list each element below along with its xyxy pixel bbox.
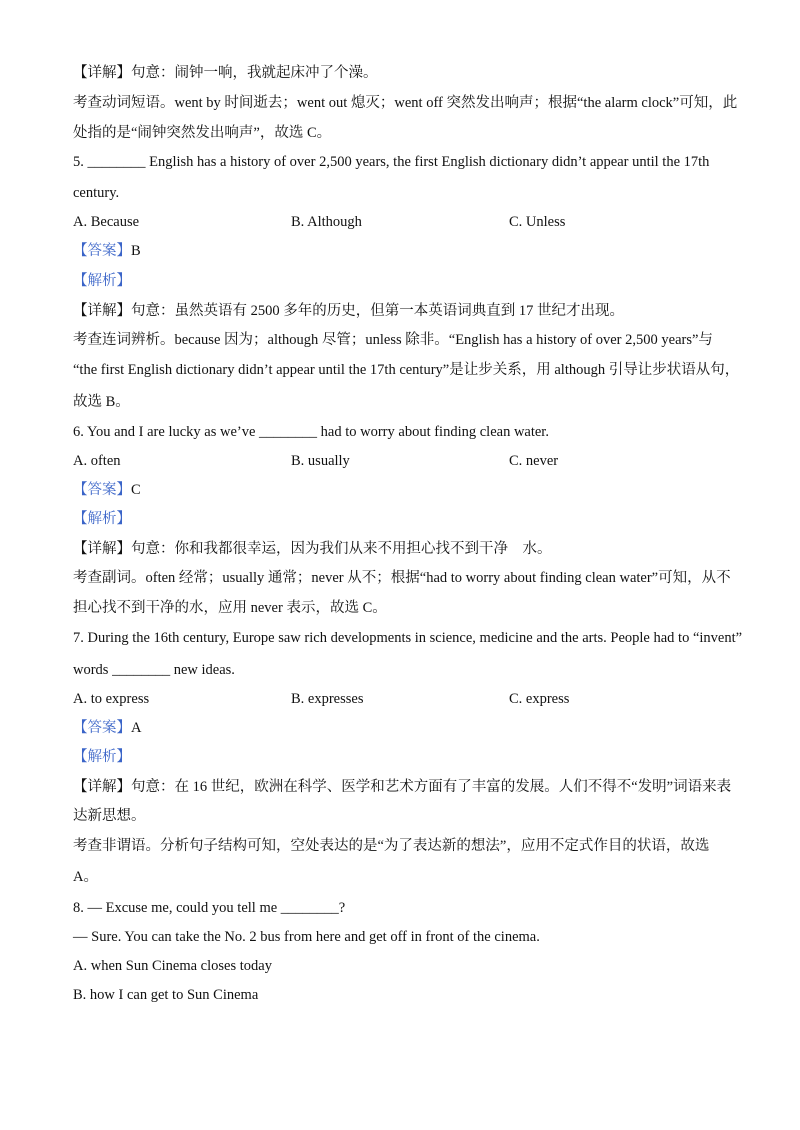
- text-line: 6. You and I are lucky as we’ve ________ had to worry about finding clean water.: [73, 424, 549, 440]
- answer-line: [73, 718, 141, 738]
- option-c: C. express: [509, 691, 570, 707]
- analysis-label: [73, 747, 131, 767]
- text-line: 【详解】句意：闹钟一响，我就起床冲了个澡。: [73, 65, 378, 81]
- option-a: A. to express: [73, 691, 150, 707]
- text-line: century.: [73, 185, 120, 201]
- answer-tag: 【答案】: [73, 243, 131, 259]
- option-c: C. Unless: [509, 214, 566, 230]
- answer-line: [73, 241, 141, 261]
- option-b: B. Although: [291, 214, 362, 230]
- answer-value: A: [131, 720, 142, 736]
- text-line: A. when Sun Cinema closes today: [73, 958, 272, 974]
- text-line: 考查副词。often 经常；usually 通常；never 从不；根据“had to worry about finding clean water”可知，从不: [73, 570, 731, 586]
- section-tag: 【解析】: [73, 511, 131, 527]
- text-line: 考查非谓语。分析句子结构可知，空处表达的是“为了表达新的想法”，应用不定式作目的状语，故选: [73, 838, 710, 854]
- text-line: 【详解】句意：你和我都很幸运，因为我们从来不用担心找不到干净 水。: [73, 541, 552, 557]
- answer-tag: 【答案】: [73, 482, 131, 498]
- answer-value: C: [131, 482, 141, 498]
- option-b: B. usually: [291, 453, 350, 469]
- text-line: 【详解】句意：在 16 世纪，欧洲在科学、医学和艺术方面有了丰富的发展。人们不得不“发明”词语来表: [73, 779, 732, 795]
- text-line: words ________ new ideas.: [73, 662, 235, 678]
- text-line: A。: [73, 869, 98, 885]
- text-line: 8. — Excuse me, could you tell me ________?: [73, 900, 346, 916]
- text-line: 考查连词辨析。because 因为；although 尽管；unless 除非。“English has a history of over 2,500 years”与: [73, 332, 713, 348]
- text-line: B. how I can get to Sun Cinema: [73, 987, 259, 1003]
- text-line: — Sure. You can take the No. 2 bus from here and get off in front of the cinema.: [73, 929, 540, 945]
- answer-value: B: [131, 243, 141, 259]
- section-tag: 【解析】: [73, 273, 131, 289]
- text-line: 担心找不到干净的水，应用 never 表示，故选 C。: [73, 600, 387, 616]
- text-line: 达新思想。: [73, 808, 146, 824]
- analysis-label: [73, 271, 131, 291]
- text-line: 【详解】句意：虽然英语有 2500 多年的历史，但第一本英语词典直到 17 世纪才出现。: [73, 303, 624, 319]
- option-c: C. never: [509, 453, 559, 469]
- option-b: B. expresses: [291, 691, 364, 707]
- text-line: 7. During the 16th century, Europe saw rich developments in science, medicine and the arts. People had to “invent”: [73, 630, 743, 646]
- option-a: A. Because: [73, 214, 140, 230]
- analysis-label: [73, 509, 131, 529]
- text-line: 处指的是“闹钟突然发出响声”，故选 C。: [73, 125, 332, 141]
- answer-tag: 【答案】: [73, 720, 131, 736]
- section-tag: 【解析】: [73, 749, 131, 765]
- text-line: 考查动词短语。went by 时间逝去；went out 熄灭；went off 突然发出响声；根据“the alarm clock”可知，此: [73, 95, 738, 111]
- text-line: 故选 B。: [73, 394, 130, 410]
- answer-line: [73, 480, 141, 500]
- text-line: 5. ________ English has a history of over 2,500 years, the first English dictionary didn’t appear until the 17th: [73, 154, 710, 170]
- option-a: A. often: [73, 453, 121, 469]
- text-line: “the first English dictionary didn’t appear until the 17th century”是让步关系，用 although 引导让步状语从句，: [73, 362, 740, 378]
